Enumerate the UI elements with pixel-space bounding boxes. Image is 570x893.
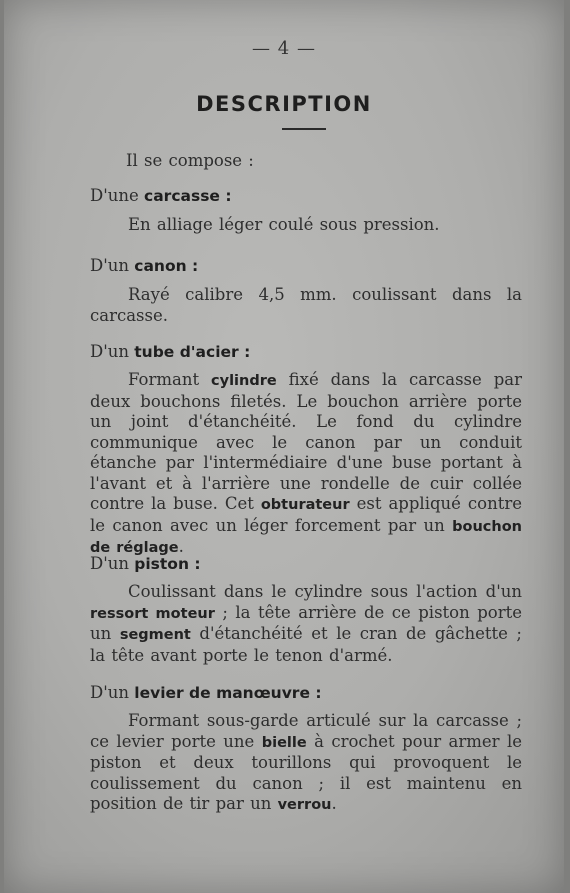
section-heading-levier — [90, 683, 322, 702]
heading-prefix: D'un — [90, 683, 135, 702]
body-text: ; la tête arrière de ce piston porte un — [90, 602, 522, 643]
keyword-segment: segment — [119, 627, 191, 643]
heading-prefix: D'une — [90, 186, 145, 205]
section-body-canon: Rayé calibre 4,5 mm. coulissant dans la carcasse. — [90, 285, 522, 325]
keyword-ressort-moteur: ressort moteur — [90, 605, 215, 622]
body-text: . — [178, 537, 184, 556]
section-body-levier — [90, 711, 522, 816]
keyword-cylindre: cylindre — [211, 373, 277, 389]
heading-term: carcasse : — [144, 187, 232, 205]
body-text: Formant sous-garde articulé sur la carcasse ; ce levier porte une — [90, 711, 522, 751]
body-text: est appliqué contre le canon avec un léger forcement par un — [90, 494, 522, 535]
body-text: Coulissant dans le cylindre sous l'action d'un — [128, 582, 522, 601]
title-rule — [282, 128, 326, 130]
heading-term: levier de manœuvre : — [134, 684, 322, 702]
heading-prefix: D'un — [90, 256, 135, 275]
section-body-tube — [90, 370, 522, 559]
section-body-piston — [90, 582, 522, 666]
heading-term: tube d'acier : — [134, 343, 251, 361]
keyword-obturateur: obturateur — [260, 497, 350, 513]
section-heading-canon — [90, 256, 198, 275]
body-text: d'étanchéité et le cran de gâchette ; la tête avant porte le tenon d'armé. — [90, 624, 522, 665]
keyword-verrou: verrou — [277, 797, 332, 813]
intro-text: Il se compose : — [126, 151, 254, 170]
section-heading-carcasse — [90, 186, 232, 205]
page-number: — 4 — — [252, 38, 316, 59]
heading-term: piston : — [134, 555, 201, 573]
body-text: Formant — [128, 370, 212, 389]
section-heading-tube — [90, 342, 250, 361]
body-text: fixé dans la carcasse par deux bouchons filetés. Le bouchon arrière porte un joint d'étanchéité. Le fond du cylindre communique avec le canon par un conduit étanche par l'intermédiaire d'une buse portant à l'avant et à l'arrière une rondelle de cuir collée contre la buse. Cet — [90, 370, 522, 513]
page-title: DESCRIPTION — [196, 92, 372, 116]
body-text: à crochet pour armer le piston et deux tourillons qui provoquent le coulissement du canon ; il est maintenu en position de tir par un — [90, 731, 522, 813]
heading-prefix: D'un — [90, 554, 135, 573]
section-body-carcasse: En alliage léger coulé sous pression. — [128, 215, 440, 234]
body-text: . — [331, 794, 337, 813]
keyword-bouchon-de-reglage: bouchon de réglage — [90, 518, 522, 556]
section-heading-piston — [90, 554, 201, 573]
heading-prefix: D'un — [90, 342, 135, 361]
keyword-bielle: bielle — [261, 734, 307, 751]
heading-term: canon : — [134, 257, 199, 275]
document-page — [4, 0, 564, 893]
